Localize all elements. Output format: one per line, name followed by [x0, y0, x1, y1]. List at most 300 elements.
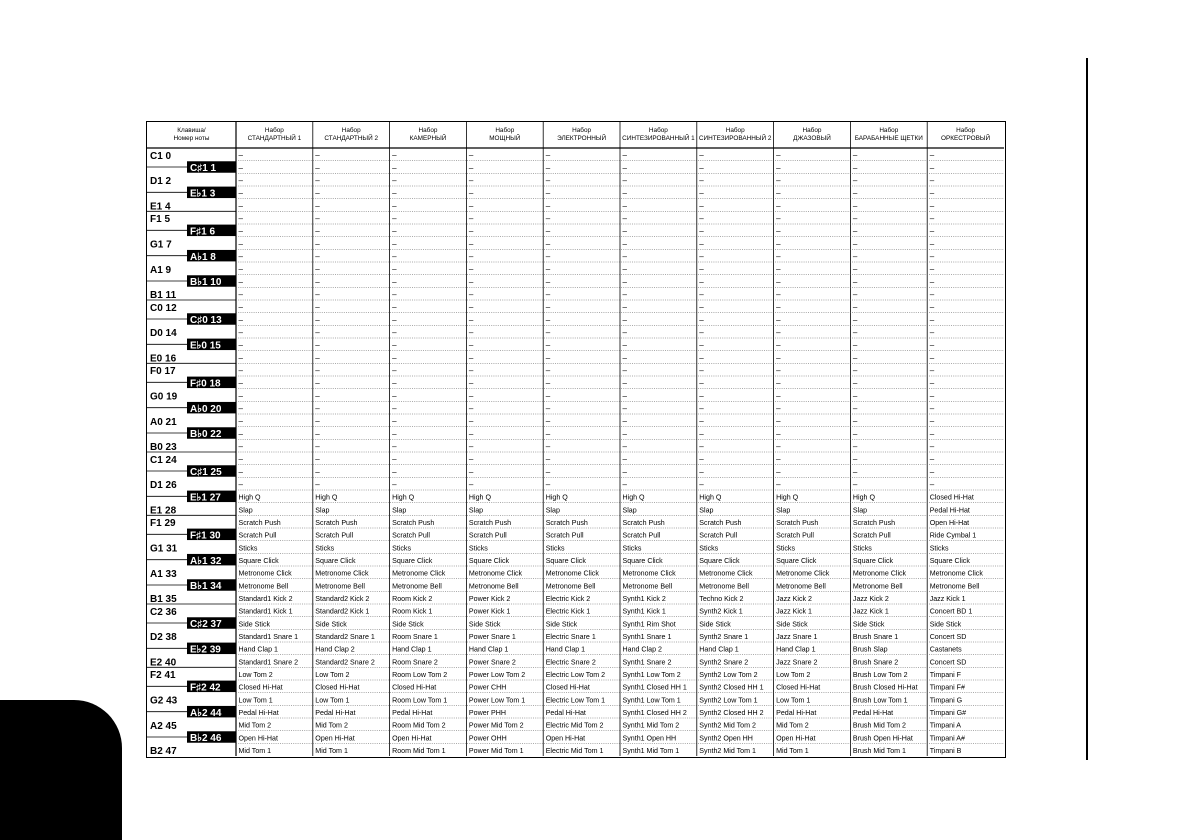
black-key-label: C♯2 37	[190, 619, 222, 631]
empty-cell-mark: –	[929, 416, 935, 426]
instrument-cell: Power Low Tom 1	[468, 696, 526, 705]
empty-cell-mark: –	[929, 378, 935, 388]
instrument-cell: Power Mid Tom 2	[468, 721, 524, 730]
empty-cell-mark: –	[929, 290, 935, 299]
empty-cell-mark: –	[776, 391, 781, 401]
empty-cell-mark: –	[315, 454, 320, 464]
empty-cell-mark: –	[468, 404, 474, 413]
empty-cell-mark: –	[392, 404, 397, 413]
empty-cell-mark: –	[545, 214, 551, 223]
instrument-cell: Jazz Kick 1	[852, 607, 889, 616]
empty-cell-mark: –	[238, 340, 243, 350]
instrument-cell: Square Click	[238, 557, 279, 565]
empty-cell-mark: –	[776, 163, 781, 173]
instrument-cell: Square Click	[776, 557, 817, 565]
empty-cell-mark: –	[315, 302, 320, 312]
page-tab-marker	[0, 700, 122, 840]
empty-cell-mark: –	[315, 366, 320, 375]
instrument-cell: Mid Tom 1	[776, 747, 809, 755]
instrument-cell: Metronome Click	[468, 569, 523, 578]
instrument-cell: Scratch Pull	[545, 531, 584, 540]
instrument-cell: Side Stick	[392, 620, 424, 629]
instrument-cell: Mid Tom 2	[776, 721, 809, 730]
instrument-cell: Synth2 Mid Tom 2	[699, 721, 756, 730]
empty-cell-mark: –	[468, 391, 474, 401]
empty-cell-mark: –	[545, 302, 551, 312]
empty-cell-mark: –	[545, 176, 551, 185]
empty-cell-mark: –	[699, 315, 704, 325]
empty-cell-mark: –	[392, 442, 397, 451]
empty-cell-mark: –	[238, 391, 243, 401]
instrument-cell: Metronome Bell	[852, 582, 903, 591]
instrument-cell: Low Tom 1	[776, 696, 811, 705]
white-key-label: G2 43	[150, 695, 178, 707]
instrument-cell: Low Tom 1	[238, 696, 273, 705]
instrument-cell: Power Low Tom 2	[468, 671, 526, 679]
white-key-label: G1 31	[150, 543, 178, 555]
instrument-cell: Synth1 Open HH	[622, 734, 677, 743]
empty-cell-mark: –	[392, 315, 397, 325]
empty-cell-mark: –	[315, 150, 320, 160]
instrument-cell: Timpani A	[929, 721, 961, 730]
instrument-cell: Metronome Click	[699, 569, 753, 578]
instrument-cell: Brush Mid Tom 1	[852, 747, 906, 755]
empty-cell-mark: –	[622, 277, 627, 287]
instrument-cell: Synth2 Snare 2	[699, 658, 749, 667]
instrument-cell: High Q	[545, 493, 568, 502]
empty-cell-mark: –	[468, 150, 474, 160]
empty-cell-mark: –	[392, 264, 397, 274]
empty-cell-mark: –	[622, 201, 627, 211]
empty-cell-mark: –	[238, 239, 243, 249]
instrument-cell: Metronome Bell	[622, 582, 673, 591]
empty-cell-mark: –	[852, 163, 858, 173]
instrument-cell: Metronome Click	[545, 569, 599, 578]
empty-cell-mark: –	[699, 239, 704, 249]
instrument-cell: Square Click	[699, 557, 740, 565]
white-key-label: A0 21	[150, 416, 177, 428]
white-key-label: D2 38	[150, 632, 177, 644]
empty-cell-mark: –	[776, 302, 781, 312]
white-key-label: G0 19	[150, 391, 178, 403]
empty-cell-mark: –	[238, 264, 243, 274]
instrument-cell: Sticks	[776, 544, 796, 553]
instrument-cell: Scratch Pull	[468, 531, 507, 540]
empty-cell-mark: –	[392, 416, 397, 426]
empty-cell-mark: –	[545, 429, 551, 439]
empty-cell-mark: –	[545, 404, 551, 413]
instrument-cell: Ride Cymbal 1	[929, 531, 977, 540]
empty-cell-mark: –	[929, 264, 935, 274]
instrument-cell: Electric Low Tom 2	[545, 671, 606, 679]
instrument-cell: High Q	[468, 493, 491, 502]
instrument-cell: Metronome Bell	[468, 582, 519, 591]
instrument-cell: Jazz Snare 2	[776, 658, 818, 667]
empty-cell-mark: –	[238, 315, 243, 325]
empty-cell-mark: –	[545, 378, 551, 388]
empty-cell-mark: –	[238, 353, 243, 363]
empty-cell-mark: –	[622, 214, 627, 223]
instrument-cell: Synth1 Mid Tom 2	[622, 721, 680, 730]
empty-cell-mark: –	[622, 404, 627, 413]
instrument-cell: Side Stick	[545, 620, 578, 629]
instrument-cell: Hand Clap 2	[315, 645, 355, 654]
empty-cell-mark: –	[699, 188, 704, 198]
empty-cell-mark: –	[238, 442, 243, 451]
instrument-cell: Synth1 Low Tom 2	[622, 671, 681, 679]
empty-cell-mark: –	[545, 277, 551, 287]
empty-cell-mark: –	[468, 226, 474, 236]
empty-cell-mark: –	[699, 378, 704, 388]
empty-cell-mark: –	[699, 442, 704, 451]
instrument-cell: Standard2 Kick 2	[315, 595, 370, 603]
empty-cell-mark: –	[622, 252, 627, 261]
instrument-cell: Scratch Pull	[238, 531, 277, 540]
empty-cell-mark: –	[852, 391, 858, 401]
empty-cell-mark: –	[622, 163, 627, 173]
empty-cell-mark: –	[852, 429, 858, 439]
instrument-cell: Closed Hi-Hat	[929, 493, 974, 502]
empty-cell-mark: –	[929, 404, 935, 413]
white-key-label: B0 23	[150, 442, 177, 454]
instrument-cell: Scratch Push	[238, 519, 281, 527]
empty-cell-mark: –	[699, 480, 704, 489]
instrument-cell: Slap	[622, 506, 637, 515]
instrument-cell: Standard1 Kick 2	[238, 595, 293, 603]
empty-cell-mark: –	[238, 416, 243, 426]
instrument-cell: High Q	[776, 493, 799, 502]
instrument-cell: Side Stick	[238, 620, 271, 629]
white-key-label: B2 47	[150, 746, 177, 756]
instrument-cell: Electric Snare 2	[545, 658, 596, 667]
header-kit-name: МОЩНЫЙ	[489, 135, 521, 142]
instrument-cell: Sticks	[315, 544, 335, 553]
instrument-cell: Scratch Push	[622, 519, 665, 527]
empty-cell-mark: –	[776, 214, 781, 223]
instrument-cell: Hand Clap 1	[468, 645, 509, 654]
white-key-label: F1 29	[150, 518, 176, 530]
instrument-cell: Room Snare 2	[392, 658, 438, 667]
black-key-label: A♭1 8	[190, 251, 216, 263]
empty-cell-mark: –	[852, 150, 858, 160]
empty-cell-mark: –	[468, 315, 474, 325]
empty-cell-mark: –	[622, 454, 627, 464]
empty-cell-mark: –	[392, 239, 397, 249]
white-key-label: E0 16	[150, 353, 177, 365]
empty-cell-mark: –	[392, 480, 397, 489]
instrument-cell: Pedal Hi-Hat	[852, 709, 894, 717]
instrument-cell: Brush Low Tom 1	[852, 696, 908, 705]
instrument-cell: Pedal Hi-Hat	[315, 709, 356, 717]
header-kit-name: СТАНДАРТНЫЙ 1	[247, 135, 302, 142]
instrument-cell: Sticks	[238, 544, 258, 553]
empty-cell-mark: –	[699, 264, 704, 274]
empty-cell-mark: –	[392, 378, 397, 388]
instrument-cell: Closed Hi-Hat	[545, 683, 590, 692]
white-key-label: A1 33	[150, 568, 177, 580]
empty-cell-mark: –	[776, 150, 781, 160]
header-kit-name: ЭЛЕКТРОННЫЙ	[557, 135, 607, 142]
white-key-label: E1 28	[150, 505, 177, 517]
instrument-cell: Metronome Click	[238, 569, 292, 578]
black-key-label: E♭2 39	[190, 644, 221, 656]
instrument-cell: Brush Open Hi-Hat	[852, 734, 913, 743]
empty-cell-mark: –	[852, 378, 858, 388]
empty-cell-mark: –	[545, 454, 551, 464]
empty-cell-mark: –	[545, 188, 551, 198]
empty-cell-mark: –	[392, 391, 397, 401]
empty-cell-mark: –	[622, 442, 627, 451]
empty-cell-mark: –	[315, 340, 320, 350]
instrument-cell: Castanets	[929, 645, 962, 654]
black-key-label: B♭2 46	[190, 733, 222, 745]
empty-cell-mark: –	[622, 467, 627, 477]
empty-cell-mark: –	[238, 201, 243, 211]
instrument-cell: Scratch Pull	[622, 531, 661, 540]
empty-cell-mark: –	[468, 467, 474, 477]
instrument-cell: Room Kick 2	[392, 595, 433, 603]
instrument-cell: Standard2 Kick 1	[315, 607, 370, 616]
instrument-cell: Square Click	[468, 557, 510, 565]
instrument-cell: Synth1 Snare 2	[622, 658, 672, 667]
instrument-cell: Power PHH	[468, 709, 506, 717]
empty-cell-mark: –	[545, 416, 551, 426]
header-kit-label: Набор	[264, 127, 284, 134]
empty-cell-mark: –	[622, 328, 627, 337]
empty-cell-mark: –	[315, 214, 320, 223]
empty-cell-mark: –	[852, 264, 858, 274]
white-key-label: A2 45	[150, 720, 177, 732]
empty-cell-mark: –	[699, 277, 704, 287]
empty-cell-mark: –	[622, 340, 627, 350]
empty-cell-mark: –	[699, 214, 704, 223]
empty-cell-mark: –	[622, 366, 627, 375]
empty-cell-mark: –	[545, 315, 551, 325]
empty-cell-mark: –	[776, 467, 781, 477]
instrument-cell: Timpani G#	[929, 709, 967, 717]
instrument-cell: Room Mid Tom 1	[392, 747, 446, 755]
empty-cell-mark: –	[699, 404, 704, 413]
instrument-cell: Scratch Push	[392, 519, 435, 527]
instrument-cell: Mid Tom 1	[315, 747, 348, 755]
empty-cell-mark: –	[776, 239, 781, 249]
white-key-label: C1 0	[150, 150, 172, 162]
instrument-cell: Open Hi-Hat	[929, 519, 970, 527]
instrument-cell: Slap	[699, 506, 714, 515]
instrument-cell: Hand Clap 1	[776, 645, 816, 654]
empty-cell-mark: –	[392, 277, 397, 287]
instrument-cell: Metronome Bell	[238, 582, 289, 591]
instrument-cell: Mid Tom 1	[238, 747, 272, 755]
empty-cell-mark: –	[852, 467, 858, 477]
white-key-label: B1 35	[150, 594, 177, 606]
empty-cell-mark: –	[315, 176, 320, 185]
empty-cell-mark: –	[238, 176, 243, 185]
instrument-cell: Timpani F#	[929, 683, 965, 692]
empty-cell-mark: –	[699, 150, 704, 160]
empty-cell-mark: –	[622, 264, 627, 274]
instrument-cell: Sticks	[468, 544, 488, 553]
empty-cell-mark: –	[545, 480, 551, 489]
empty-cell-mark: –	[776, 353, 781, 363]
empty-cell-mark: –	[392, 302, 397, 312]
empty-cell-mark: –	[315, 277, 320, 287]
header-key-label: Номер ноты	[173, 135, 210, 142]
empty-cell-mark: –	[929, 429, 935, 439]
empty-cell-mark: –	[468, 442, 474, 451]
empty-cell-mark: –	[238, 328, 243, 337]
instrument-cell: Open Hi-Hat	[392, 734, 432, 743]
empty-cell-mark: –	[315, 480, 320, 489]
empty-cell-mark: –	[699, 366, 704, 375]
instrument-cell: Timpani F	[929, 671, 961, 679]
instrument-cell: Room Low Tom 1	[392, 696, 448, 705]
empty-cell-mark: –	[468, 416, 474, 426]
instrument-cell: Sticks	[545, 544, 565, 553]
instrument-cell: Scratch Pull	[699, 531, 738, 540]
instrument-cell: Jazz Kick 2	[852, 595, 889, 603]
empty-cell-mark: –	[238, 378, 243, 388]
empty-cell-mark: –	[545, 442, 551, 451]
instrument-cell: Metronome Bell	[315, 582, 365, 591]
empty-cell-mark: –	[699, 290, 704, 299]
empty-cell-mark: –	[468, 176, 474, 185]
empty-cell-mark: –	[468, 277, 474, 287]
empty-cell-mark: –	[929, 163, 935, 173]
header-kit-name: СТАНДАРТНЫЙ 2	[324, 135, 379, 142]
instrument-cell: Power Snare 2	[468, 658, 516, 667]
empty-cell-mark: –	[622, 150, 627, 160]
instrument-cell: Jazz Snare 1	[776, 633, 818, 641]
header-kit-label: Набор	[495, 127, 515, 134]
empty-cell-mark: –	[468, 366, 474, 375]
black-key-label: C♯0 13	[190, 315, 222, 327]
empty-cell-mark: –	[545, 391, 551, 401]
empty-cell-mark: –	[315, 226, 320, 236]
instrument-cell: Pedal Hi-Hat	[392, 709, 433, 717]
instrument-cell: Electric Snare 1	[545, 633, 596, 641]
instrument-cell: Square Click	[852, 557, 894, 565]
instrument-cell: Timpani B	[929, 747, 962, 755]
instrument-cell: Low Tom 2	[776, 671, 811, 679]
instrument-cell: Metronome Click	[929, 569, 983, 578]
empty-cell-mark: –	[699, 454, 704, 464]
instrument-cell: Square Click	[622, 557, 663, 565]
empty-cell-mark: –	[852, 328, 858, 337]
instrument-cell: Closed Hi-Hat	[238, 683, 283, 692]
instrument-cell: Room Snare 1	[392, 633, 438, 641]
empty-cell-mark: –	[392, 176, 397, 185]
empty-cell-mark: –	[392, 290, 397, 299]
empty-cell-mark: –	[929, 188, 935, 198]
empty-cell-mark: –	[468, 378, 474, 388]
instrument-cell: Closed Hi-Hat	[776, 683, 821, 692]
instrument-cell: Sticks	[622, 544, 642, 553]
empty-cell-mark: –	[776, 366, 781, 375]
empty-cell-mark: –	[315, 467, 320, 477]
instrument-cell: Closed Hi-Hat	[315, 683, 360, 692]
empty-cell-mark: –	[545, 252, 551, 261]
instrument-cell: Power Kick 1	[468, 607, 511, 616]
empty-cell-mark: –	[776, 264, 781, 274]
empty-cell-mark: –	[545, 239, 551, 249]
empty-cell-mark: –	[622, 176, 627, 185]
instrument-cell: Brush Low Tom 2	[852, 671, 908, 679]
empty-cell-mark: –	[776, 201, 781, 211]
white-key-label: F2 41	[150, 670, 176, 682]
empty-cell-mark: –	[545, 353, 551, 363]
empty-cell-mark: –	[622, 239, 627, 249]
empty-cell-mark: –	[392, 353, 397, 363]
empty-cell-mark: –	[852, 302, 858, 312]
empty-cell-mark: –	[622, 226, 627, 236]
instrument-cell: Side Stick	[315, 620, 347, 629]
instrument-cell: Scratch Push	[699, 519, 742, 527]
white-key-label: C0 12	[150, 302, 177, 314]
empty-cell-mark: –	[315, 315, 320, 325]
drum-kit-table	[146, 121, 1006, 758]
instrument-cell: Concert SD	[929, 658, 967, 667]
empty-cell-mark: –	[315, 429, 320, 439]
empty-cell-mark: –	[929, 239, 935, 249]
empty-cell-mark: –	[929, 467, 935, 477]
header-kit-label: Набор	[648, 127, 668, 134]
empty-cell-mark: –	[392, 163, 397, 173]
black-key-label: A♭0 20	[190, 403, 222, 415]
empty-cell-mark: –	[238, 404, 243, 413]
instrument-cell: Metronome Bell	[776, 582, 826, 591]
empty-cell-mark: –	[699, 226, 704, 236]
empty-cell-mark: –	[929, 302, 935, 312]
empty-cell-mark: –	[852, 366, 858, 375]
empty-cell-mark: –	[852, 252, 858, 261]
instrument-cell: Scratch Pull	[392, 531, 430, 540]
instrument-cell: Synth2 Closed HH 1	[699, 683, 764, 692]
empty-cell-mark: –	[852, 340, 858, 350]
white-key-label: F0 17	[150, 366, 176, 378]
empty-cell-mark: –	[392, 429, 397, 439]
instrument-cell: Synth2 Mid Tom 1	[699, 747, 756, 755]
empty-cell-mark: –	[776, 252, 781, 261]
instrument-cell: Metronome Click	[852, 569, 907, 578]
instrument-cell: Open Hi-Hat	[776, 734, 816, 743]
empty-cell-mark: –	[852, 315, 858, 325]
instrument-cell: Side Stick	[776, 620, 808, 629]
instrument-cell: Closed Hi-Hat	[392, 683, 437, 692]
empty-cell-mark: –	[315, 290, 320, 299]
instrument-cell: Electric Low Tom 1	[545, 696, 606, 705]
header-kit-label: Набор	[418, 127, 438, 134]
empty-cell-mark: –	[929, 226, 935, 236]
instrument-cell: Pedal Hi-Hat	[929, 506, 970, 515]
black-key-label: C♯1 1	[190, 163, 217, 175]
instrument-cell: Pedal Hi-Hat	[776, 709, 817, 717]
empty-cell-mark: –	[468, 214, 474, 223]
empty-cell-mark: –	[468, 353, 474, 363]
header-kit-name: ДЖАЗОВЫЙ	[793, 135, 831, 142]
instrument-cell: Brush Closed Hi-Hat	[852, 683, 918, 692]
empty-cell-mark: –	[852, 239, 858, 249]
empty-cell-mark: –	[392, 328, 397, 337]
empty-cell-mark: –	[622, 315, 627, 325]
instrument-cell: Synth1 Closed HH 2	[622, 709, 687, 717]
page-edge-rule	[1086, 58, 1088, 760]
empty-cell-mark: –	[468, 340, 474, 350]
empty-cell-mark: –	[545, 201, 551, 211]
white-key-label: B1 11	[150, 290, 177, 302]
empty-cell-mark: –	[392, 188, 397, 198]
empty-cell-mark: –	[622, 188, 627, 198]
